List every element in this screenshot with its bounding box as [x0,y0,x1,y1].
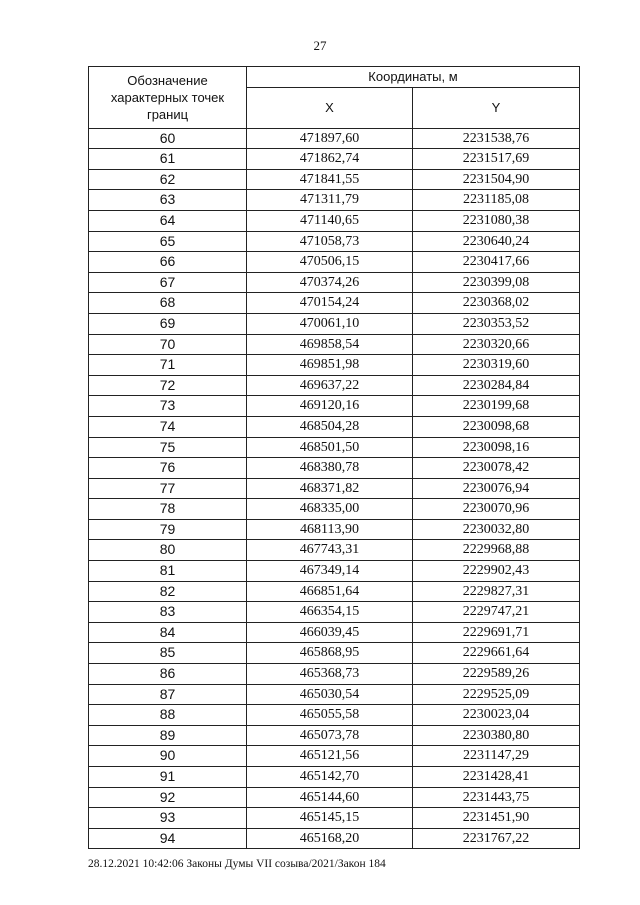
point-number-cell: 81 [89,561,247,582]
y-coordinate-cell: 2231428,41 [413,767,580,788]
header-coordinates: Координаты, м [247,67,580,88]
table-row [89,437,580,458]
x-coordinate-cell: 465868,95 [247,643,413,664]
y-coordinate-cell: 2231185,08 [413,190,580,211]
header-y: Y [413,87,580,128]
y-coordinate-cell: 2230417,66 [413,252,580,273]
y-coordinate-cell: 2230319,60 [413,355,580,376]
table-row [89,396,580,417]
point-number-cell: 65 [89,231,247,252]
table-row [89,231,580,252]
y-coordinate-cell: 2231147,29 [413,746,580,767]
table-row [89,355,580,376]
x-coordinate-cell: 469120,16 [247,396,413,417]
point-number-cell: 70 [89,334,247,355]
point-number-cell: 73 [89,396,247,417]
y-coordinate-cell: 2231504,90 [413,169,580,190]
y-coordinate-cell: 2230098,68 [413,416,580,437]
y-coordinate-cell: 2230284,84 [413,375,580,396]
y-coordinate-cell: 2230032,80 [413,519,580,540]
header-point-designation: Обозначение характерных точек границ [89,67,247,129]
point-number-cell: 84 [89,622,247,643]
y-coordinate-cell: 2230078,42 [413,458,580,479]
y-coordinate-cell: 2230023,04 [413,705,580,726]
table-row [89,561,580,582]
table-row [89,602,580,623]
point-number-cell: 89 [89,725,247,746]
x-coordinate-cell: 465055,58 [247,705,413,726]
y-coordinate-cell: 2229525,09 [413,684,580,705]
y-coordinate-cell: 2231517,69 [413,149,580,170]
x-coordinate-cell: 471841,55 [247,169,413,190]
table-row [89,540,580,561]
x-coordinate-cell: 467743,31 [247,540,413,561]
document-footer: 28.12.2021 10:42:06 Законы Думы VII созыва/2021/Закон 184 [88,858,386,870]
point-number-cell: 87 [89,684,247,705]
table-row [89,828,580,849]
table-row [89,190,580,211]
table-row [89,787,580,808]
table-row [89,581,580,602]
x-coordinate-cell: 471311,79 [247,190,413,211]
table-row [89,705,580,726]
point-number-cell: 78 [89,499,247,520]
point-number-cell: 74 [89,416,247,437]
point-number-cell: 60 [89,128,247,149]
table-row [89,767,580,788]
y-coordinate-cell: 2230368,02 [413,293,580,314]
point-number-cell: 94 [89,828,247,849]
x-coordinate-cell: 469851,98 [247,355,413,376]
table-row [89,664,580,685]
y-coordinate-cell: 2231451,90 [413,808,580,829]
y-coordinate-cell: 2230353,52 [413,313,580,334]
x-coordinate-cell: 465144,60 [247,787,413,808]
point-number-cell: 82 [89,581,247,602]
table-row [89,808,580,829]
point-number-cell: 79 [89,519,247,540]
table-row [89,519,580,540]
table-row [89,478,580,499]
x-coordinate-cell: 471897,60 [247,128,413,149]
point-number-cell: 62 [89,169,247,190]
point-number-cell: 64 [89,210,247,231]
y-coordinate-cell: 2229827,31 [413,581,580,602]
point-number-cell: 61 [89,149,247,170]
table-row [89,725,580,746]
x-coordinate-cell: 470506,15 [247,252,413,273]
point-number-cell: 93 [89,808,247,829]
x-coordinate-cell: 465368,73 [247,664,413,685]
x-coordinate-cell: 465121,56 [247,746,413,767]
point-number-cell: 67 [89,272,247,293]
x-coordinate-cell: 465030,54 [247,684,413,705]
x-coordinate-cell: 468380,78 [247,458,413,479]
y-coordinate-cell: 2229661,64 [413,643,580,664]
point-number-cell: 85 [89,643,247,664]
x-coordinate-cell: 466354,15 [247,602,413,623]
table-row [89,149,580,170]
point-number-cell: 91 [89,767,247,788]
x-coordinate-cell: 466851,64 [247,581,413,602]
table-row [89,375,580,396]
y-coordinate-cell: 2229902,43 [413,561,580,582]
x-coordinate-cell: 469858,54 [247,334,413,355]
table-row [89,458,580,479]
x-coordinate-cell: 468504,28 [247,416,413,437]
point-number-cell: 92 [89,787,247,808]
y-coordinate-cell: 2231538,76 [413,128,580,149]
y-coordinate-cell: 2231443,75 [413,787,580,808]
coordinates-table [88,66,580,849]
x-coordinate-cell: 465073,78 [247,725,413,746]
x-coordinate-cell: 468501,50 [247,437,413,458]
point-number-cell: 88 [89,705,247,726]
table-header [89,67,580,129]
x-coordinate-cell: 468371,82 [247,478,413,499]
x-coordinate-cell: 470061,10 [247,313,413,334]
page-number: 27 [313,38,327,53]
x-coordinate-cell: 465142,70 [247,767,413,788]
y-coordinate-cell: 2231767,22 [413,828,580,849]
x-coordinate-cell: 467349,14 [247,561,413,582]
x-coordinate-cell: 468335,00 [247,499,413,520]
table-row [89,643,580,664]
y-coordinate-cell: 2230320,66 [413,334,580,355]
table-row [89,252,580,273]
table-row [89,684,580,705]
y-coordinate-cell: 2229691,71 [413,622,580,643]
x-coordinate-cell: 465168,20 [247,828,413,849]
table-row [89,416,580,437]
y-coordinate-cell: 2230640,24 [413,231,580,252]
x-coordinate-cell: 471058,73 [247,231,413,252]
y-coordinate-cell: 2230076,94 [413,478,580,499]
x-coordinate-cell: 470154,24 [247,293,413,314]
point-number-cell: 90 [89,746,247,767]
point-number-cell: 71 [89,355,247,376]
y-coordinate-cell: 2229968,88 [413,540,580,561]
x-coordinate-cell: 470374,26 [247,272,413,293]
table-row [89,313,580,334]
table-row [89,334,580,355]
table-row [89,169,580,190]
y-coordinate-cell: 2230098,16 [413,437,580,458]
point-number-cell: 76 [89,458,247,479]
table-row [89,210,580,231]
y-coordinate-cell: 2230070,96 [413,499,580,520]
y-coordinate-cell: 2230199,68 [413,396,580,417]
table-row [89,272,580,293]
point-number-cell: 66 [89,252,247,273]
y-coordinate-cell: 2230380,80 [413,725,580,746]
y-coordinate-cell: 2229747,21 [413,602,580,623]
y-coordinate-cell: 2229589,26 [413,664,580,685]
y-coordinate-cell: 2230399,08 [413,272,580,293]
point-number-cell: 77 [89,478,247,499]
point-number-cell: 83 [89,602,247,623]
y-coordinate-cell: 2231080,38 [413,210,580,231]
table-row [89,622,580,643]
x-coordinate-cell: 471140,65 [247,210,413,231]
point-number-cell: 63 [89,190,247,211]
point-number-cell: 69 [89,313,247,334]
x-coordinate-cell: 471862,74 [247,149,413,170]
point-number-cell: 72 [89,375,247,396]
table-row [89,128,580,149]
x-coordinate-cell: 469637,22 [247,375,413,396]
table-body [89,128,580,849]
point-number-cell: 86 [89,664,247,685]
x-coordinate-cell: 468113,90 [247,519,413,540]
table-row [89,293,580,314]
point-number-cell: 68 [89,293,247,314]
table-row [89,499,580,520]
header-x: X [247,87,413,128]
table-row [89,746,580,767]
point-number-cell: 80 [89,540,247,561]
point-number-cell: 75 [89,437,247,458]
x-coordinate-cell: 466039,45 [247,622,413,643]
x-coordinate-cell: 465145,15 [247,808,413,829]
